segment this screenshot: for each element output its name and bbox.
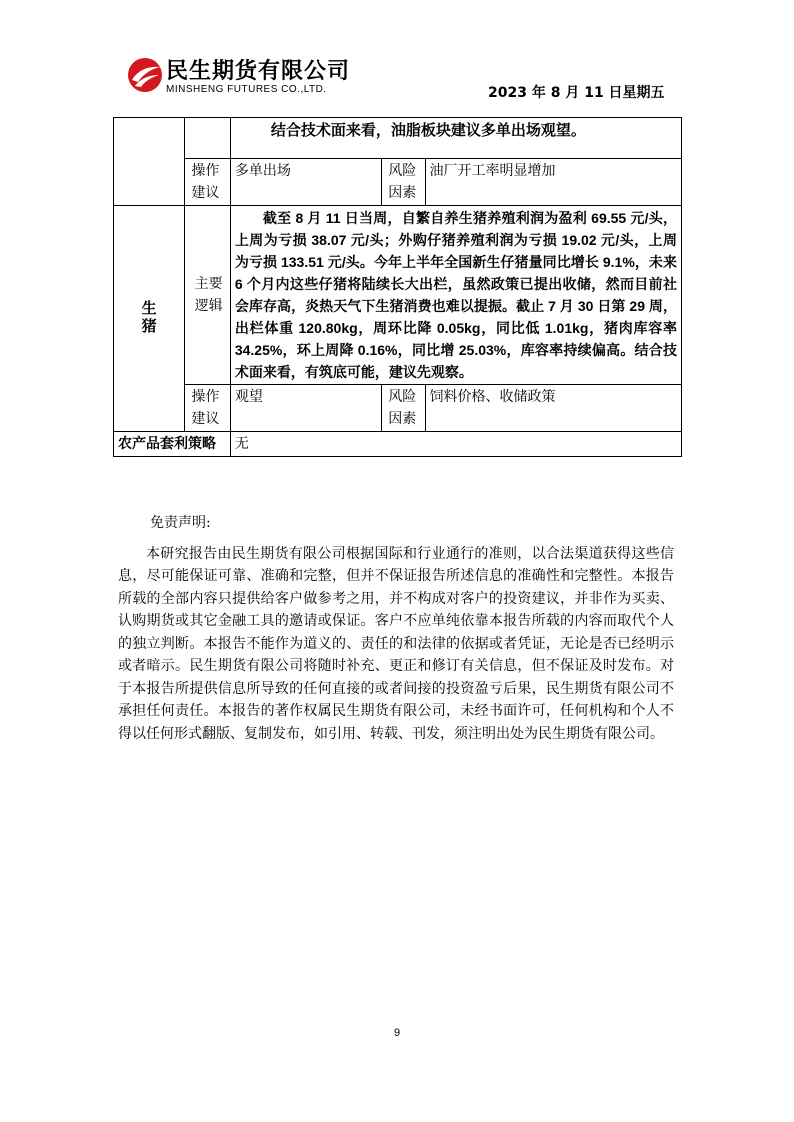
arbitrage-row (114, 432, 682, 457)
hog-section-cell (114, 206, 185, 432)
oil-op-label: 操作建议 (185, 159, 230, 206)
hog-risk-label: 风险因素 (382, 385, 425, 432)
disclaimer-body: 本研究报告由民生期货有限公司根据国际和行业通行的准则，以合法渠道获得这些信息，尽可能保证可靠、准确和完整，但并不保证报告所述信息的准确性和完整性。本报告所载的全部内容只提供给客户做参考之用，并不构成对客户的投资建议，并非作为买卖、认购期货或其它金融工具的邀请或保证。客户不应单纯依靠本报告所载的内容而取代个人的独立判断。本报告不能作为道义的、责任的和法律的依据或者凭证，无论是否已经明示或者暗示。民生期货有限公司将随时补充、更正和修订有关信息，但不保证及时发布。对于本报告所提供信息所导致的任何直接的或者间接的投资盈亏后果，民生期货有限公司不承担任何责任。本报告的著作权属民生期货有限公司，未经书面许可，任何机构和个人不得以任何形式翻版、复制发布，如引用、转载、刊发，须注明出处为民生期货有限公司。 (118, 545, 674, 742)
hog-section-title: 生猪 (141, 299, 157, 335)
oil-section-cell (114, 118, 185, 206)
oil-summary-row (114, 118, 682, 159)
hog-risk-value: 饲料价格、收储政策 (425, 385, 681, 432)
disclaimer-title: 免责声明: (150, 515, 211, 531)
oil-operation-row (114, 159, 682, 206)
oil-logic-label-cell (185, 118, 230, 159)
oil-summary-text: 结合技术面来看，油脂板块建议多单出场观望。 (230, 118, 681, 159)
company-name-cn: 民生期货有限公司 (166, 59, 351, 84)
oil-risk-value: 油厂开工率明显增加 (425, 159, 681, 206)
disclaimer (118, 512, 674, 745)
hog-op-label: 操作建议 (185, 385, 230, 432)
page-header (0, 0, 794, 120)
hog-logic-text: 截至 8 月 11 日当周，自繁自养生猪养殖利润为盈利 69.55 元/头，上周为亏损 38.07 元/头；外购仔猪养殖利润为亏损 19.02 元/头，上周为亏损 133.51 元/头。今年上半年全国新生仔猪量同比增长 9.1%，未来 6 个月内这些仔猪将陆续长大出栏，虽然政策已提出收储，然而目前社会库存高，炎热天气下生猪消费也难以提振。截止 7 月 30 日第 29 周，出栏体重 120.80kg，周环比降 0.05kg，同比低 1.01kg，猪肉库容率 34.25%，环上周降 0.16%，同比增 25.03%，库容率持续偏高。结合技术面来看，有筑底可能，建议先观察。 (230, 206, 681, 385)
arbitrage-label: 农产品套利策略 (114, 432, 231, 457)
report-date: 2023 年 8 月 11 日星期五 (488, 85, 665, 101)
page-number: 9 (393, 1027, 401, 1039)
company-logo (126, 54, 366, 100)
company-name-en: MINSHENG FUTURES CO.,LTD. (166, 84, 327, 95)
hog-operation-row (114, 385, 682, 432)
oil-op-value: 多单出场 (230, 159, 381, 206)
strategy-table (113, 117, 682, 457)
hog-logic-label: 主要逻辑 (185, 206, 230, 385)
hog-logic-row (114, 206, 682, 385)
hog-op-value: 观望 (230, 385, 381, 432)
oil-risk-label: 风险因素 (382, 159, 425, 206)
arbitrage-value: 无 (230, 432, 681, 457)
minsheng-logo-icon (126, 56, 164, 94)
